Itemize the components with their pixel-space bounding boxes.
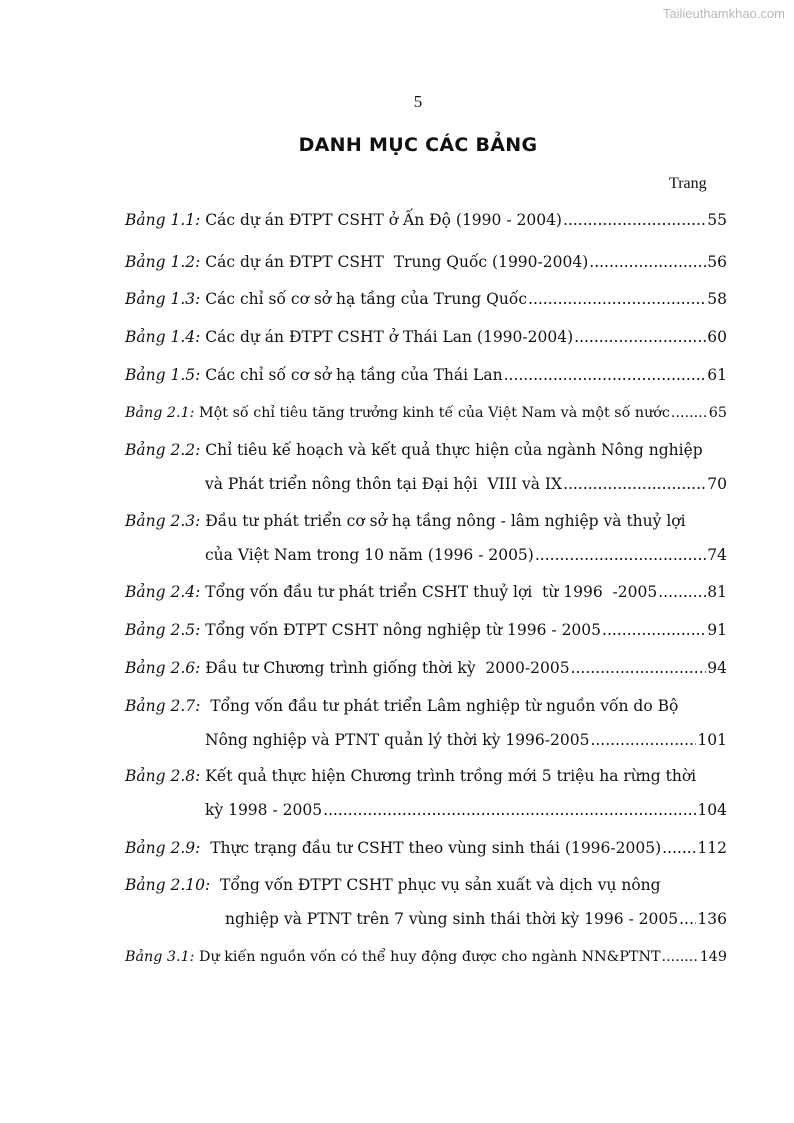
dot-leader	[528, 289, 706, 309]
entry-title-continuation: kỳ 1998 - 2005	[205, 801, 323, 819]
entry-label: Bảng 1.2:	[125, 253, 201, 271]
entry-page-number: 61	[707, 366, 727, 384]
entry-title-continuation: của Việt Nam trong 10 năm (1996 - 2005)	[205, 546, 534, 564]
toc-entry-2-5[interactable]	[125, 620, 727, 640]
toc-entry-2-4[interactable]	[125, 582, 727, 602]
toc-entry-2-2[interactable]	[125, 440, 727, 494]
dot-leader	[671, 403, 708, 423]
entry-page-number: 81	[707, 583, 727, 601]
entry-title: Các dự án ĐTPT CSHT ở Thái Lan (1990-2004)	[200, 328, 574, 346]
entry-title: Tổng vốn đầu tư phát triển Lâm nghiệp từ nguồn vốn do Bộ	[200, 697, 679, 715]
toc-entry-3-1[interactable]	[125, 947, 727, 967]
entry-label: Bảng 2.5:	[125, 621, 201, 639]
entry-page-number: 112	[697, 839, 727, 857]
entry-title-continuation: nghiệp và PTNT trên 7 vùng sinh thái thời kỳ 1996 - 2005	[225, 910, 679, 928]
toc-entry-2-8[interactable]	[125, 766, 727, 820]
entry-page-number: 60	[707, 328, 727, 346]
dot-leader	[563, 474, 706, 494]
entry-page-number: 91	[707, 621, 727, 639]
entry-title: Kết quả thực hiện Chương trình trồng mới 5 triệu ha rừng thời	[200, 767, 697, 785]
dot-leader	[662, 838, 696, 858]
entry-page-number: 70	[707, 475, 727, 493]
dot-leader	[662, 947, 699, 967]
entry-label: Bảng 1.3:	[125, 290, 201, 308]
entry-page-number: 136	[697, 910, 727, 928]
dot-leader	[571, 658, 707, 678]
dot-leader	[590, 730, 696, 750]
entry-title: Tổng vốn ĐTPT CSHT nông nghiệp từ 1996 - 2005	[200, 621, 602, 639]
toc-entry-2-9[interactable]	[125, 838, 727, 858]
toc-entry-2-6[interactable]	[125, 658, 727, 678]
entry-label: Bảng 1.5:	[125, 366, 201, 384]
entry-title: Tổng vốn đầu tư phát triển CSHT thuỷ lợi từ 1996 -2005	[200, 583, 658, 601]
dot-leader	[602, 620, 706, 640]
dot-leader	[323, 800, 696, 820]
entry-page-number: 94	[707, 659, 727, 677]
dot-leader	[504, 365, 707, 385]
entry-title: Các chỉ số cơ sở hạ tầng của Thái Lan	[200, 366, 503, 384]
entry-label: Bảng 1.1:	[125, 211, 201, 229]
entry-title: Chỉ tiêu kế hoạch và kết quả thực hiện của ngành Nông nghiệp	[200, 441, 703, 459]
entry-title-continuation: và Phát triển nông thôn tại Đại hội VIII và IX	[205, 475, 563, 493]
entry-title-continuation: Nông nghiệp và PTNT quản lý thời kỳ 1996-2005	[205, 731, 590, 749]
toc-entry-1-3[interactable]	[125, 289, 727, 309]
entry-label: Bảng 2.8:	[125, 767, 201, 785]
entry-title: Các chỉ số cơ sở hạ tầng của Trung Quốc	[200, 290, 528, 308]
entry-title: Tổng vốn ĐTPT CSHT phục vụ sản xuất và dịch vụ nông	[210, 876, 661, 894]
page-title: DANH MỤC CÁC BẢNG	[298, 134, 538, 156]
dot-leader	[589, 252, 706, 272]
entry-label: Bảng 2.7:	[125, 697, 201, 715]
entry-page-number: 58	[707, 290, 727, 308]
entry-page-number: 104	[697, 801, 727, 819]
toc-entry-2-3[interactable]	[125, 511, 727, 565]
entry-page-number: 55	[707, 211, 727, 229]
entry-label: Bảng 2.3:	[125, 512, 201, 530]
toc-entry-2-10[interactable]	[125, 875, 727, 929]
entry-page-number: 56	[707, 253, 727, 271]
entry-label: Bảng 2.10:	[125, 876, 211, 894]
toc-entry-1-4[interactable]	[125, 327, 727, 347]
entry-label: Bảng 2.2:	[125, 441, 201, 459]
entry-title: Dự kiến nguồn vốn có thể huy động được cho ngành NN&PTNT	[194, 949, 661, 965]
dot-leader	[563, 210, 706, 230]
dot-leader	[658, 582, 706, 602]
dot-leader	[679, 909, 696, 929]
entry-title: Các dự án ĐTPT CSHT ở Ấn Độ (1990 - 2004)	[200, 211, 562, 229]
entry-label: Bảng 3.1:	[125, 949, 195, 965]
page-column-label: Trang	[669, 175, 707, 192]
entry-title: Các dự án ĐTPT CSHT Trung Quốc (1990-2004)	[200, 253, 589, 271]
entry-label: Bảng 2.1:	[125, 405, 195, 421]
toc-entry-1-1[interactable]	[125, 210, 727, 230]
dot-leader	[535, 545, 706, 565]
entry-label: Bảng 1.4:	[125, 328, 201, 346]
watermark-text: Tailieuthamkhao.com	[662, 6, 785, 21]
entry-title: Thực trạng đầu tư CSHT theo vùng sinh thái (1996-2005)	[200, 839, 662, 857]
entry-page-number: 65	[708, 405, 727, 421]
entry-title: Đầu tư phát triển cơ sở hạ tầng nông - lâm nghiệp và thuỷ lợi	[200, 512, 686, 530]
entry-title: Một số chỉ tiêu tăng trưởng kinh tế của Việt Nam và một số nước	[194, 405, 670, 421]
entry-page-number: 101	[697, 731, 727, 749]
toc-entry-2-7[interactable]	[125, 696, 727, 750]
page-number: 5	[413, 92, 423, 111]
toc-entry-1-5[interactable]	[125, 365, 727, 385]
dot-leader	[574, 327, 706, 347]
entry-label: Bảng 2.4:	[125, 583, 201, 601]
entry-title: Đầu tư Chương trình giống thời kỳ 2000-2005	[200, 659, 570, 677]
entry-page-number: 74	[707, 546, 727, 564]
toc-entry-1-2[interactable]	[125, 252, 727, 272]
toc-entry-2-1[interactable]	[125, 403, 727, 423]
entry-label: Bảng 2.9:	[125, 839, 201, 857]
entry-label: Bảng 2.6:	[125, 659, 201, 677]
entry-page-number: 149	[699, 949, 727, 965]
